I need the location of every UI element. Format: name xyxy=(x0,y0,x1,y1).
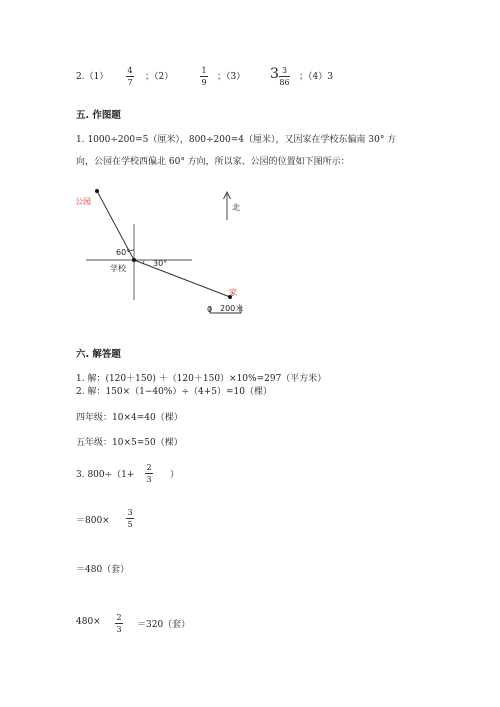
section-5-paragraph-2: 向，公园在学校西偏北 60° 方向，所以家、公园的位置如下图所示： xyxy=(76,157,350,167)
answer-2-grade5: 五年级：10×5=50（棵） xyxy=(76,438,183,448)
fraction-2-3-final xyxy=(115,613,123,634)
north-label: 北 xyxy=(232,203,240,212)
line-to-home xyxy=(134,260,230,297)
step-1-prefix: ＝800× xyxy=(76,516,110,526)
home-label: 家 xyxy=(229,288,237,297)
answer-3-suffix: ） xyxy=(170,470,180,480)
fraction-denominator: 7 xyxy=(127,78,133,87)
section-5-paragraph-1: 1. 1000÷200=5（厘米），800÷200=4（厘米），又因家在学校东偏南 30° 方 xyxy=(76,135,397,145)
fraction-denominator: 3 xyxy=(116,625,122,634)
answer-2-sep4: ；（4）3 xyxy=(299,72,333,82)
angle-60-label: 60° xyxy=(116,248,131,257)
step-3-prefix: 480× xyxy=(76,617,101,627)
fraction-2-3 xyxy=(145,463,153,484)
answer-3-prefix: 3. 800÷（1+ xyxy=(76,470,135,480)
section-6-title: 六. 解答题 xyxy=(76,349,121,360)
fraction-numerator: 4 xyxy=(127,66,133,75)
fraction-numerator: 3 xyxy=(281,66,288,75)
fraction-bar xyxy=(126,518,134,519)
answer-2-grade4: 四年级：10×4=40（棵） xyxy=(76,413,183,423)
fraction-bar xyxy=(145,473,153,474)
answer-2: 2. 解：150×（1−40%）÷（4+5）=10（棵） xyxy=(76,387,272,397)
scale-zero-label: 0 xyxy=(207,305,213,314)
park-point xyxy=(95,189,99,193)
section-5-title: 五. 作图题 xyxy=(76,110,121,121)
step-2: ＝480（套） xyxy=(76,565,130,575)
fraction-bar xyxy=(115,623,123,624)
school-label: 学校 xyxy=(110,264,126,273)
fraction-numerator: 2 xyxy=(116,613,122,622)
fraction-3-5 xyxy=(126,508,134,529)
answer-2-sep2: ；（2） xyxy=(145,72,174,82)
fraction-numerator: 2 xyxy=(146,463,152,472)
park-label: 公园 xyxy=(75,197,91,206)
answer-2-sep3: ；（3） xyxy=(217,72,246,82)
fraction-numerator: 3 xyxy=(127,508,133,517)
step-3-suffix: ＝320（套） xyxy=(137,620,191,630)
angle-30-label: 30° xyxy=(153,259,168,268)
fraction-denominator: 86 xyxy=(279,78,290,87)
school-point xyxy=(132,258,136,262)
answer-2-prefix: 2.（1） xyxy=(76,72,109,82)
fraction-numerator: 1 xyxy=(201,66,207,75)
mixed-number-whole: 3 xyxy=(270,66,279,82)
answer-1: 1. 解：(120＋150) ＋（120＋150）×10%=297（平方米） xyxy=(76,374,327,384)
fraction-denominator: 5 xyxy=(127,520,133,529)
fraction-denominator: 9 xyxy=(201,78,207,87)
scale-length-label: 200米 xyxy=(220,304,244,313)
fraction-denominator: 3 xyxy=(146,475,152,484)
